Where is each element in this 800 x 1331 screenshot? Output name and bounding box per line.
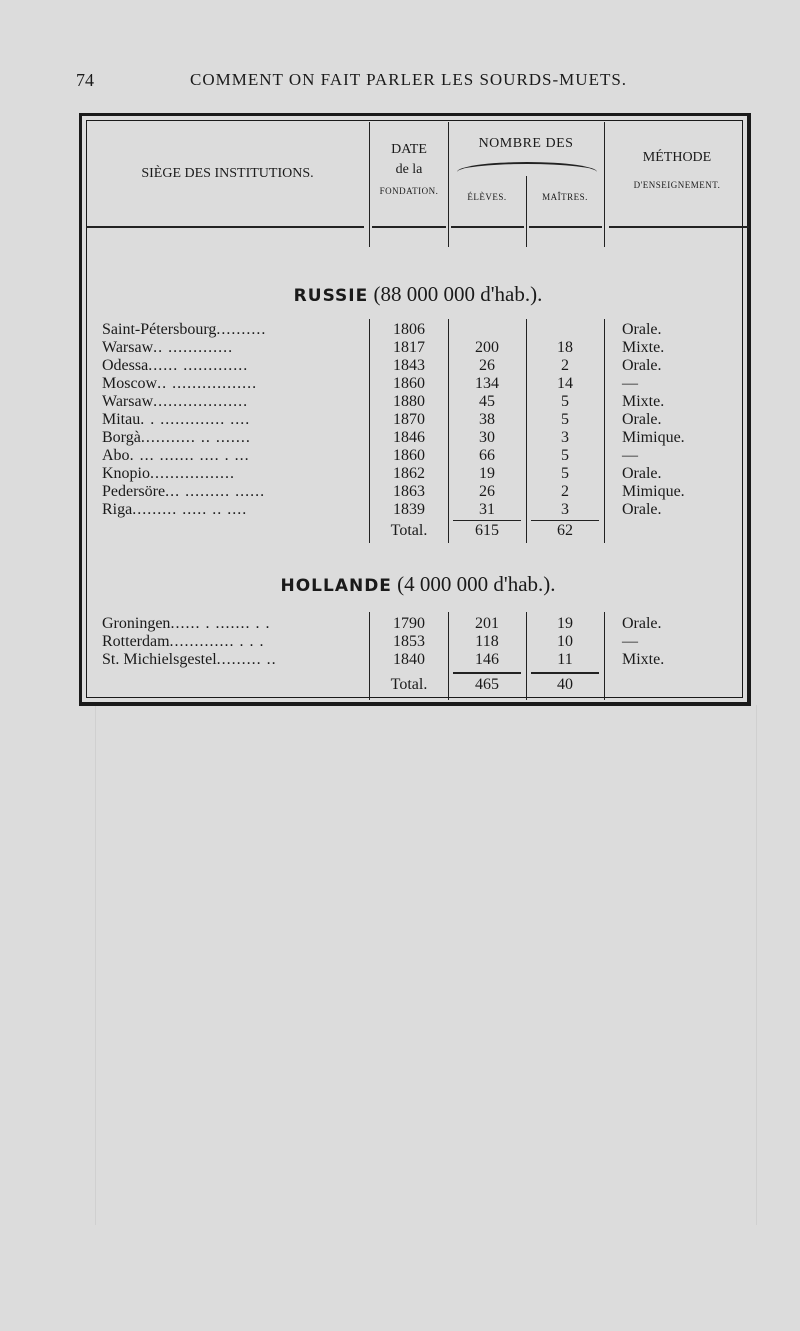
header-eleves: ÉLÈVES. [467,192,507,202]
header-date: DATE [391,142,427,157]
method-cell: Orale. [622,357,662,374]
country-population: (88 000 000 d'hab.). [373,282,543,306]
year-cell: 1860 [393,447,425,464]
city-cell: Knopio................. [102,465,235,482]
maitres-cell: 2 [561,357,569,374]
eleves-cell: 45 [479,393,495,410]
method-cell: Orale. [622,615,662,632]
total-maitres: 62 [557,522,573,539]
total-eleves: 615 [475,522,499,539]
table-row [82,393,754,411]
table-row [82,651,754,669]
method-cell: Orale. [622,321,662,338]
table-row [82,429,754,447]
city-cell: Odessa...... ............. [102,357,249,374]
eleves-cell: 118 [475,633,499,650]
eleves-cell: 19 [479,465,495,482]
method-cell: — [622,633,638,650]
city-cell: Warsaw................... [102,393,249,410]
method-cell: Mixte. [622,393,665,410]
maitres-cell: 5 [561,393,569,410]
maitres-cell: 10 [557,633,573,650]
total-eleves: 465 [475,676,499,693]
institutions-table [79,113,751,706]
header-nombre: NOMBRE DES [478,136,574,151]
maitres-cell: 5 [561,411,569,428]
section-title-hollande [82,572,754,597]
country-population: (4 000 000 d'hab.). [397,572,556,596]
header-fondation: FONDATION. [379,186,439,196]
eleves-cell: 66 [479,447,495,464]
section-title-russie [82,282,754,307]
running-title: COMMENT ON FAIT PARLER LES SOURDS-MUETS. [190,70,628,89]
maitres-cell: 19 [557,615,573,632]
maitres-cell: 18 [557,339,573,356]
year-cell: 1853 [393,633,425,650]
method-cell: Orale. [622,411,662,428]
maitres-cell: 3 [561,429,569,446]
city-cell: Pedersöre... ......... ...... [102,483,266,500]
method-cell: Mimique. [622,483,685,500]
total-maitres: 40 [557,676,573,693]
maitres-cell: 5 [561,465,569,482]
city-cell: Warsaw.. ............. [102,339,234,356]
maitres-cell: 11 [557,651,573,668]
eleves-cell: 201 [475,615,499,632]
year-cell: 1790 [393,615,425,632]
method-cell: — [622,447,638,464]
method-cell: Mixte. [622,339,665,356]
year-cell: 1863 [393,483,425,500]
header-siege: SIÈGE DES INSTITUTIONS. [141,166,314,181]
eleves-cell: 134 [475,375,499,392]
country-name: HOLLANDE [280,576,392,596]
city-cell: Saint-Pétersbourg.......... [102,321,267,338]
col-divider [526,176,527,247]
city-cell: Moscow.. ................. [102,375,258,392]
eleves-cell: 30 [479,429,495,446]
table-row [82,633,754,651]
header-maitres: MAÎTRES. [542,192,588,202]
sum-rule [531,672,599,674]
header-date-sub: de la [395,162,423,177]
eleves-cell: 31 [479,501,495,518]
table-row [82,339,754,357]
table-row [82,447,754,465]
header-rule [529,226,602,228]
country-name: RUSSIE [293,286,369,306]
city-cell: Riga......... ..... .. .... [102,501,248,518]
year-cell: 1817 [393,339,425,356]
table-row [82,321,754,339]
method-cell: Mimique. [622,429,685,446]
maitres-cell: 14 [557,375,573,392]
table-row [82,483,754,501]
header-methode: MÉTHODE [642,150,712,165]
total-label: Total. [390,522,428,539]
method-cell: Orale. [622,501,662,518]
city-cell: Borgà........... .. ....... [102,429,251,446]
city-cell: Mitau. . ............. .... [102,411,251,428]
maitres-cell: 5 [561,447,569,464]
method-cell: Orale. [622,465,662,482]
header-rule [609,226,749,228]
page-number: 74 [76,70,94,90]
header-rule [372,226,446,228]
city-cell: Groningen...... . ....... . . [102,615,271,632]
page-header [0,66,800,96]
city-cell: Abo. ... ....... .... . ... [102,447,250,464]
year-cell: 1862 [393,465,425,482]
sum-rule [453,520,521,521]
year-cell: 1806 [393,321,425,338]
sum-rule [531,520,599,521]
total-label: Total. [390,676,428,693]
table-row [82,357,754,375]
eleves-cell: 146 [475,651,499,668]
eleves-cell: 26 [479,357,495,374]
bleed-through-shadow [95,705,757,1225]
maitres-cell: 3 [561,501,569,518]
maitres-cell: 2 [561,483,569,500]
table-row [82,465,754,483]
year-cell: 1840 [393,651,425,668]
year-cell: 1880 [393,393,425,410]
sum-rule [453,672,521,674]
table-row [82,375,754,393]
table-row [82,615,754,633]
header-enseignement: D'ENSEIGNEMENT. [633,180,721,190]
year-cell: 1846 [393,429,425,446]
col-divider [369,122,370,247]
header-rule [451,226,524,228]
city-cell: Rotterdam............. . . . [102,633,265,650]
year-cell: 1860 [393,375,425,392]
year-cell: 1839 [393,501,425,518]
method-cell: Mixte. [622,651,665,668]
header-rule [86,226,364,228]
eleves-cell: 38 [479,411,495,428]
table-row [82,411,754,429]
eleves-cell: 26 [479,483,495,500]
city-cell: St. Michielsgestel......... .. [102,651,277,668]
year-cell: 1843 [393,357,425,374]
year-cell: 1870 [393,411,425,428]
method-cell: — [622,375,638,392]
eleves-cell: 200 [475,339,499,356]
table-row [82,501,754,519]
